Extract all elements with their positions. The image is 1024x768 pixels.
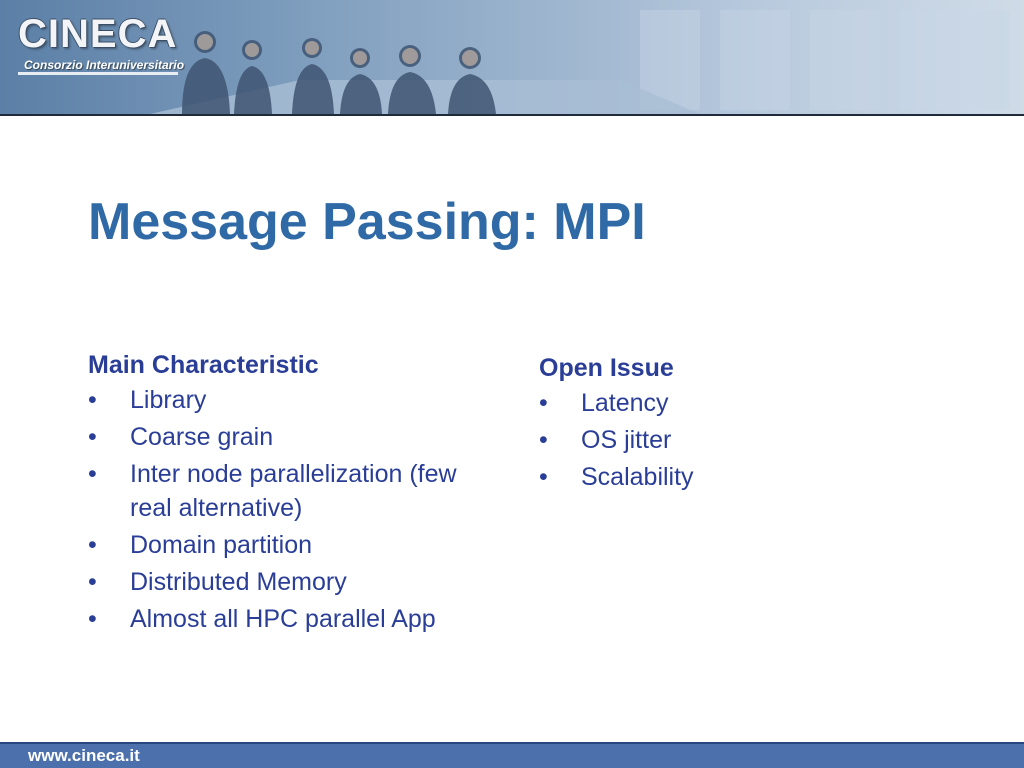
list-item-text: Almost all HPC parallel App	[130, 605, 436, 633]
bullet-icon: •	[539, 426, 548, 454]
list-item	[539, 386, 919, 420]
list-item	[88, 420, 468, 454]
bullet-icon: •	[88, 460, 97, 488]
list-item	[88, 602, 468, 636]
list-item	[88, 383, 468, 417]
logo-underline	[18, 72, 178, 75]
bullet-icon: •	[88, 386, 97, 414]
open-issue-section	[539, 350, 919, 497]
list-item-text: Domain partition	[130, 531, 313, 559]
list-item-text: OS jitter	[581, 426, 672, 454]
bullet-icon: •	[88, 423, 97, 451]
open-issue-list	[539, 386, 919, 494]
list-item	[88, 457, 468, 525]
open-issue-heading: Open Issue	[539, 354, 674, 382]
list-item-text: Distributed Memory	[130, 568, 347, 596]
main-characteristic-list	[88, 383, 468, 636]
bullet-icon: •	[539, 463, 548, 491]
main-characteristic-section	[88, 347, 468, 639]
bullet-icon: •	[88, 568, 97, 596]
bullet-icon: •	[88, 531, 97, 559]
list-item-text: Latency	[581, 389, 669, 417]
footer-url-link[interactable]: www.cineca.it	[28, 746, 140, 765]
logo-text: CINECA	[18, 12, 178, 56]
list-item	[539, 460, 919, 494]
header-banner	[0, 0, 1024, 114]
list-item	[88, 565, 468, 599]
bullet-icon: •	[539, 389, 548, 417]
list-item-text: Inter node parallelization (few real alternative)	[130, 460, 457, 522]
list-item-text: Coarse grain	[130, 423, 274, 451]
footer-bar	[0, 742, 1024, 768]
list-item	[539, 423, 919, 457]
list-item-text: Scalability	[581, 463, 694, 491]
list-item-text: Library	[130, 386, 207, 414]
slide-title: Message Passing: MPI	[88, 193, 646, 251]
logo-subtitle: Consorzio Interuniversitario	[24, 58, 185, 72]
header-divider	[0, 114, 1024, 116]
list-item	[88, 528, 468, 562]
cineca-logo	[18, 14, 183, 76]
main-characteristic-heading: Main Characteristic	[88, 351, 319, 379]
bullet-icon: •	[88, 605, 97, 633]
